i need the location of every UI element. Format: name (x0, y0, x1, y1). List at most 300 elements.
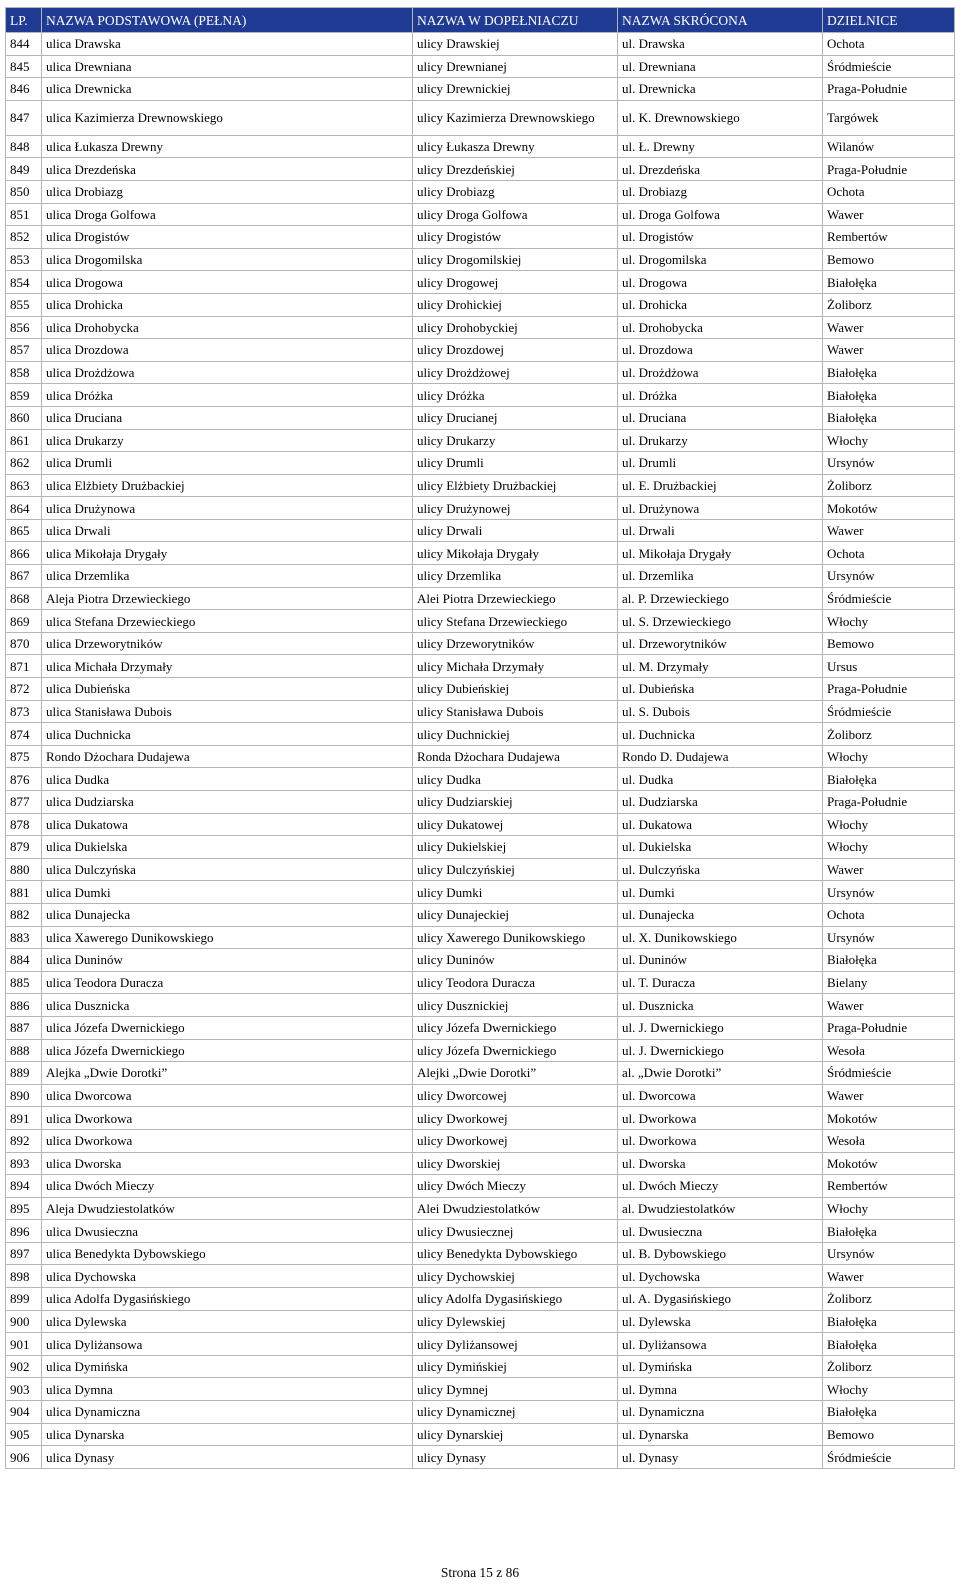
cell-district: Białołęka (823, 949, 955, 972)
cell-lp: 875 (6, 745, 42, 768)
cell-district: Białołęka (823, 1401, 955, 1424)
cell-full-name: ulica Xawerego Dunikowskiego (42, 926, 413, 949)
cell-genitive-name: Alejki „Dwie Dorotki” (413, 1062, 618, 1085)
table-row (6, 1016, 955, 1039)
cell-full-name: ulica Dukielska (42, 836, 413, 859)
cell-short-name: ul. Dynasy (618, 1446, 823, 1469)
cell-short-name: ul. Drogomilska (618, 248, 823, 271)
cell-genitive-name: ulicy Duchnickiej (413, 723, 618, 746)
cell-genitive-name: ulicy Dubieńskiej (413, 678, 618, 701)
cell-full-name: ulica Dwóch Mieczy (42, 1175, 413, 1198)
table-row (6, 1310, 955, 1333)
cell-district: Ochota (823, 33, 955, 56)
cell-district: Żoliborz (823, 1355, 955, 1378)
cell-genitive-name: ulicy Dymińskiej (413, 1355, 618, 1378)
cell-lp: 853 (6, 248, 42, 271)
cell-district: Śródmieście (823, 1446, 955, 1469)
cell-lp: 861 (6, 429, 42, 452)
cell-district: Ursus (823, 655, 955, 678)
table-row (6, 1062, 955, 1085)
table-row (6, 1446, 955, 1469)
cell-lp: 866 (6, 542, 42, 565)
cell-short-name: ul. Drewniana (618, 55, 823, 78)
cell-genitive-name: ulicy Teodora Duracza (413, 971, 618, 994)
cell-lp: 873 (6, 700, 42, 723)
cell-lp: 865 (6, 519, 42, 542)
cell-short-name: ul. Dynarska (618, 1423, 823, 1446)
cell-short-name: ul. Dwusieczna (618, 1220, 823, 1243)
cell-district: Praga-Południe (823, 158, 955, 181)
cell-full-name: ulica Dworska (42, 1152, 413, 1175)
table-row (6, 1242, 955, 1265)
cell-lp: 892 (6, 1129, 42, 1152)
cell-short-name: ul. Drukarzy (618, 429, 823, 452)
table-row (6, 949, 955, 972)
cell-lp: 845 (6, 55, 42, 78)
cell-district: Białołęka (823, 271, 955, 294)
cell-short-name: ul. K. Drewnowskiego (618, 100, 823, 135)
cell-short-name: ul. Drwali (618, 519, 823, 542)
table-row (6, 971, 955, 994)
cell-full-name: ulica Stefana Drzewieckiego (42, 610, 413, 633)
table-row (6, 339, 955, 362)
cell-genitive-name: ulicy Drucianej (413, 406, 618, 429)
cell-genitive-name: Alei Dwudziestolatków (413, 1197, 618, 1220)
table-row (6, 813, 955, 836)
cell-short-name: ul. Mikołaja Drygały (618, 542, 823, 565)
cell-district: Żoliborz (823, 1288, 955, 1311)
cell-full-name: ulica Drewniana (42, 55, 413, 78)
cell-genitive-name: ulicy Drezdeńskiej (413, 158, 618, 181)
table-row (6, 203, 955, 226)
table-row (6, 1423, 955, 1446)
cell-full-name: ulica Dudziarska (42, 791, 413, 814)
cell-genitive-name: ulicy Mikołaja Drygały (413, 542, 618, 565)
cell-full-name: ulica Józefa Dwernickiego (42, 1016, 413, 1039)
cell-district: Żoliborz (823, 474, 955, 497)
cell-genitive-name: ulicy Józefa Dwernickiego (413, 1039, 618, 1062)
cell-lp: 877 (6, 791, 42, 814)
cell-genitive-name: ulicy Dudziarskiej (413, 791, 618, 814)
cell-short-name: ul. Drohobycka (618, 316, 823, 339)
cell-genitive-name: ulicy Dukielskiej (413, 836, 618, 859)
cell-district: Bemowo (823, 1423, 955, 1446)
cell-full-name: ulica Dworcowa (42, 1084, 413, 1107)
header-genitive-name: NAZWA W DOPEŁNIACZU (413, 8, 618, 33)
cell-short-name: ul. Dymna (618, 1378, 823, 1401)
table-row (6, 1039, 955, 1062)
cell-genitive-name: ulicy Benedykta Dybowskiego (413, 1242, 618, 1265)
cell-lp: 854 (6, 271, 42, 294)
cell-lp: 897 (6, 1242, 42, 1265)
cell-district: Bielany (823, 971, 955, 994)
cell-district: Wawer (823, 203, 955, 226)
cell-lp: 878 (6, 813, 42, 836)
table-row (6, 1288, 955, 1311)
table-row (6, 33, 955, 56)
cell-district: Wawer (823, 339, 955, 362)
table-row (6, 1197, 955, 1220)
cell-district: Białołęka (823, 361, 955, 384)
cell-short-name: ul. Dworkowa (618, 1129, 823, 1152)
cell-full-name: ulica Dynarska (42, 1423, 413, 1446)
table-row (6, 1084, 955, 1107)
cell-genitive-name: ulicy Dylewskiej (413, 1310, 618, 1333)
cell-lp: 883 (6, 926, 42, 949)
cell-short-name: ul. T. Duracza (618, 971, 823, 994)
cell-full-name: ulica Dubieńska (42, 678, 413, 701)
cell-full-name: ulica Dwusieczna (42, 1220, 413, 1243)
cell-short-name: al. „Dwie Dorotki” (618, 1062, 823, 1085)
cell-genitive-name: ulicy Drużynowej (413, 497, 618, 520)
cell-district: Praga-Południe (823, 791, 955, 814)
cell-genitive-name: ulicy Dymnej (413, 1378, 618, 1401)
cell-lp: 901 (6, 1333, 42, 1356)
cell-lp: 900 (6, 1310, 42, 1333)
cell-genitive-name: Ronda Dżochara Dudajewa (413, 745, 618, 768)
cell-district: Ursynów (823, 881, 955, 904)
cell-short-name: ul. J. Dwernickiego (618, 1016, 823, 1039)
cell-full-name: ulica Drobiazg (42, 180, 413, 203)
cell-district: Mokotów (823, 1152, 955, 1175)
cell-lp: 904 (6, 1401, 42, 1424)
cell-genitive-name: ulicy Xawerego Dunikowskiego (413, 926, 618, 949)
table-row (6, 926, 955, 949)
cell-genitive-name: ulicy Stefana Drzewieckiego (413, 610, 618, 633)
cell-genitive-name: ulicy Dworkowej (413, 1129, 618, 1152)
cell-lp: 848 (6, 135, 42, 158)
table-row (6, 361, 955, 384)
table-row (6, 1401, 955, 1424)
cell-short-name: ul. Drawska (618, 33, 823, 56)
cell-genitive-name: ulicy Dumki (413, 881, 618, 904)
cell-full-name: ulica Elżbiety Drużbackiej (42, 474, 413, 497)
cell-genitive-name: ulicy Drogistów (413, 226, 618, 249)
table-row (6, 180, 955, 203)
cell-short-name: ul. Drumli (618, 452, 823, 475)
cell-full-name: Aleja Piotra Drzewieckiego (42, 587, 413, 610)
cell-full-name: ulica Droga Golfowa (42, 203, 413, 226)
table-row (6, 678, 955, 701)
cell-full-name: ulica Drogomilska (42, 248, 413, 271)
cell-short-name: ul. Dwóch Mieczy (618, 1175, 823, 1198)
cell-short-name: Rondo D. Dudajewa (618, 745, 823, 768)
cell-short-name: ul. Dulczyńska (618, 858, 823, 881)
cell-full-name: ulica Drwali (42, 519, 413, 542)
table-row (6, 248, 955, 271)
header-lp: LP. (6, 8, 42, 33)
cell-full-name: ulica Dynamiczna (42, 1401, 413, 1424)
cell-full-name: ulica Adolfa Dygasińskiego (42, 1288, 413, 1311)
cell-full-name: ulica Dróżka (42, 384, 413, 407)
table-row (6, 565, 955, 588)
cell-short-name: ul. Dudziarska (618, 791, 823, 814)
cell-district: Ochota (823, 903, 955, 926)
cell-short-name: ul. Dynamiczna (618, 1401, 823, 1424)
cell-short-name: ul. Duchnicka (618, 723, 823, 746)
cell-full-name: ulica Dudka (42, 768, 413, 791)
cell-genitive-name: ulicy Dunajeckiej (413, 903, 618, 926)
cell-genitive-name: ulicy Dudka (413, 768, 618, 791)
cell-lp: 864 (6, 497, 42, 520)
cell-full-name: ulica Drewnicka (42, 78, 413, 101)
cell-short-name: ul. Drożdżowa (618, 361, 823, 384)
cell-lp: 870 (6, 632, 42, 655)
cell-lp: 868 (6, 587, 42, 610)
cell-short-name: ul. B. Dybowskiego (618, 1242, 823, 1265)
table-row (6, 1378, 955, 1401)
cell-full-name: ulica Drogowa (42, 271, 413, 294)
cell-full-name: ulica Drohicka (42, 293, 413, 316)
cell-full-name: ulica Dynasy (42, 1446, 413, 1469)
table-row (6, 1107, 955, 1130)
table-row (6, 723, 955, 746)
cell-full-name: ulica Mikołaja Drygały (42, 542, 413, 565)
table-row (6, 78, 955, 101)
cell-district: Wawer (823, 519, 955, 542)
cell-lp: 896 (6, 1220, 42, 1243)
cell-lp: 871 (6, 655, 42, 678)
cell-genitive-name: ulicy Drumli (413, 452, 618, 475)
cell-genitive-name: ulicy Drogomilskiej (413, 248, 618, 271)
table-row (6, 610, 955, 633)
cell-lp: 867 (6, 565, 42, 588)
cell-district: Ochota (823, 542, 955, 565)
cell-genitive-name: ulicy Drobiazg (413, 180, 618, 203)
cell-district: Wawer (823, 1084, 955, 1107)
cell-genitive-name: ulicy Drogowej (413, 271, 618, 294)
table-row (6, 858, 955, 881)
cell-district: Włochy (823, 836, 955, 859)
cell-genitive-name: ulicy Michała Drzymały (413, 655, 618, 678)
cell-district: Włochy (823, 1197, 955, 1220)
cell-lp: 890 (6, 1084, 42, 1107)
table-row (6, 1175, 955, 1198)
cell-lp: 895 (6, 1197, 42, 1220)
cell-district: Rembertów (823, 1175, 955, 1198)
cell-district: Ursynów (823, 565, 955, 588)
cell-district: Wawer (823, 316, 955, 339)
cell-lp: 888 (6, 1039, 42, 1062)
table-row (6, 881, 955, 904)
cell-short-name: ul. Dymińska (618, 1355, 823, 1378)
cell-lp: 886 (6, 994, 42, 1017)
cell-short-name: ul. Dworkowa (618, 1107, 823, 1130)
table-row (6, 271, 955, 294)
cell-full-name: ulica Drużynowa (42, 497, 413, 520)
cell-short-name: ul. S. Drzewieckiego (618, 610, 823, 633)
cell-lp: 881 (6, 881, 42, 904)
cell-district: Ursynów (823, 452, 955, 475)
cell-lp: 887 (6, 1016, 42, 1039)
cell-full-name: ulica Duninów (42, 949, 413, 972)
cell-lp: 903 (6, 1378, 42, 1401)
cell-district: Bemowo (823, 632, 955, 655)
cell-full-name: ulica Drozdowa (42, 339, 413, 362)
cell-genitive-name: ulicy Elżbiety Drużbackiej (413, 474, 618, 497)
cell-short-name: ul. Drobiazg (618, 180, 823, 203)
cell-short-name: ul. Dumki (618, 881, 823, 904)
cell-short-name: ul. Dworska (618, 1152, 823, 1175)
cell-genitive-name: ulicy Dróżka (413, 384, 618, 407)
cell-short-name: ul. Drezdeńska (618, 158, 823, 181)
cell-lp: 876 (6, 768, 42, 791)
header-row (6, 8, 955, 33)
cell-genitive-name: ulicy Drzemlika (413, 565, 618, 588)
table-row (6, 768, 955, 791)
cell-lp: 879 (6, 836, 42, 859)
cell-district: Praga-Południe (823, 1016, 955, 1039)
cell-full-name: Alejka „Dwie Dorotki” (42, 1062, 413, 1085)
cell-lp: 885 (6, 971, 42, 994)
cell-district: Białołęka (823, 1310, 955, 1333)
cell-full-name: Rondo Dżochara Dudajewa (42, 745, 413, 768)
cell-short-name: ul. Droga Golfowa (618, 203, 823, 226)
cell-district: Wawer (823, 858, 955, 881)
cell-district: Białołęka (823, 406, 955, 429)
cell-district: Śródmieście (823, 55, 955, 78)
cell-full-name: ulica Dusznicka (42, 994, 413, 1017)
cell-full-name: ulica Dymna (42, 1378, 413, 1401)
cell-district: Ochota (823, 180, 955, 203)
cell-genitive-name: ulicy Dulczyńskiej (413, 858, 618, 881)
table-row (6, 384, 955, 407)
cell-full-name: ulica Dylewska (42, 1310, 413, 1333)
table-row (6, 1220, 955, 1243)
cell-district: Bemowo (823, 248, 955, 271)
cell-full-name: ulica Druciana (42, 406, 413, 429)
cell-full-name: ulica Drawska (42, 33, 413, 56)
header-districts: DZIELNICE (823, 8, 955, 33)
cell-genitive-name: ulicy Dukatowej (413, 813, 618, 836)
cell-district: Białołęka (823, 768, 955, 791)
cell-district: Rembertów (823, 226, 955, 249)
table-row (6, 587, 955, 610)
cell-lp: 882 (6, 903, 42, 926)
table-row (6, 452, 955, 475)
cell-district: Wawer (823, 1265, 955, 1288)
cell-short-name: ul. Dróżka (618, 384, 823, 407)
cell-genitive-name: ulicy Dychowskiej (413, 1265, 618, 1288)
table-row (6, 1152, 955, 1175)
cell-full-name: ulica Dunajecka (42, 903, 413, 926)
cell-genitive-name: ulicy Dwusiecznej (413, 1220, 618, 1243)
cell-district: Praga-Południe (823, 678, 955, 701)
cell-lp: 862 (6, 452, 42, 475)
cell-district: Wesoła (823, 1039, 955, 1062)
table-row (6, 745, 955, 768)
cell-full-name: ulica Dulczyńska (42, 858, 413, 881)
cell-short-name: ul. Duninów (618, 949, 823, 972)
table-row (6, 55, 955, 78)
cell-full-name: ulica Dymińska (42, 1355, 413, 1378)
cell-short-name: ul. Dukatowa (618, 813, 823, 836)
table-row (6, 497, 955, 520)
cell-full-name: ulica Duchnicka (42, 723, 413, 746)
streets-table (5, 7, 955, 1469)
cell-lp: 855 (6, 293, 42, 316)
cell-short-name: ul. Drogistów (618, 226, 823, 249)
cell-short-name: ul. Dudka (618, 768, 823, 791)
table-row (6, 1265, 955, 1288)
cell-lp: 905 (6, 1423, 42, 1446)
cell-full-name: ulica Drogistów (42, 226, 413, 249)
cell-full-name: ulica Drożdżowa (42, 361, 413, 384)
cell-genitive-name: ulicy Drwali (413, 519, 618, 542)
cell-district: Włochy (823, 429, 955, 452)
cell-full-name: ulica Dychowska (42, 1265, 413, 1288)
cell-genitive-name: ulicy Dyliżansowej (413, 1333, 618, 1356)
cell-short-name: ul. Dukielska (618, 836, 823, 859)
cell-short-name: ul. A. Dygasińskiego (618, 1288, 823, 1311)
cell-short-name: ul. E. Drużbackiej (618, 474, 823, 497)
cell-full-name: ulica Dukatowa (42, 813, 413, 836)
cell-lp: 902 (6, 1355, 42, 1378)
cell-district: Żoliborz (823, 723, 955, 746)
cell-district: Włochy (823, 610, 955, 633)
cell-lp: 880 (6, 858, 42, 881)
cell-district: Włochy (823, 745, 955, 768)
table-header (6, 8, 955, 33)
cell-short-name: ul. M. Drzymały (618, 655, 823, 678)
cell-full-name: ulica Drzeworytników (42, 632, 413, 655)
table-row (6, 791, 955, 814)
header-full-name: NAZWA PODSTAWOWA (PEŁNA) (42, 8, 413, 33)
cell-genitive-name: ulicy Drewnianej (413, 55, 618, 78)
cell-short-name: ul. Ł. Drewny (618, 135, 823, 158)
cell-lp: 894 (6, 1175, 42, 1198)
cell-district: Białołęka (823, 1333, 955, 1356)
cell-district: Śródmieście (823, 700, 955, 723)
cell-lp: 906 (6, 1446, 42, 1469)
table-row (6, 632, 955, 655)
cell-lp: 863 (6, 474, 42, 497)
cell-lp: 852 (6, 226, 42, 249)
cell-full-name: ulica Drezdeńska (42, 158, 413, 181)
cell-lp: 859 (6, 384, 42, 407)
cell-short-name: al. Dwudziestolatków (618, 1197, 823, 1220)
cell-full-name: ulica Drzemlika (42, 565, 413, 588)
cell-short-name: ul. Dworcowa (618, 1084, 823, 1107)
cell-genitive-name: ulicy Stanisława Dubois (413, 700, 618, 723)
cell-full-name: ulica Drohobycka (42, 316, 413, 339)
cell-short-name: ul. Dyliżansowa (618, 1333, 823, 1356)
cell-district: Białołęka (823, 1220, 955, 1243)
cell-full-name: ulica Łukasza Drewny (42, 135, 413, 158)
cell-lp: 893 (6, 1152, 42, 1175)
cell-lp: 856 (6, 316, 42, 339)
cell-district: Śródmieście (823, 587, 955, 610)
cell-short-name: ul. Drogowa (618, 271, 823, 294)
cell-genitive-name: ulicy Dworkowej (413, 1107, 618, 1130)
cell-lp: 899 (6, 1288, 42, 1311)
cell-short-name: ul. Dylewska (618, 1310, 823, 1333)
cell-genitive-name: ulicy Dworcowej (413, 1084, 618, 1107)
cell-genitive-name: ulicy Drożdżowej (413, 361, 618, 384)
cell-district: Białołęka (823, 384, 955, 407)
table-row (6, 542, 955, 565)
cell-district: Wesoła (823, 1129, 955, 1152)
cell-lp: 891 (6, 1107, 42, 1130)
table-row (6, 655, 955, 678)
cell-short-name: ul. Drozdowa (618, 339, 823, 362)
cell-genitive-name: ulicy Łukasza Drewny (413, 135, 618, 158)
cell-full-name: ulica Michała Drzymały (42, 655, 413, 678)
table-row (6, 519, 955, 542)
table-row (6, 1355, 955, 1378)
cell-full-name: ulica Józefa Dwernickiego (42, 1039, 413, 1062)
header-short-name: NAZWA SKRÓCONA (618, 8, 823, 33)
